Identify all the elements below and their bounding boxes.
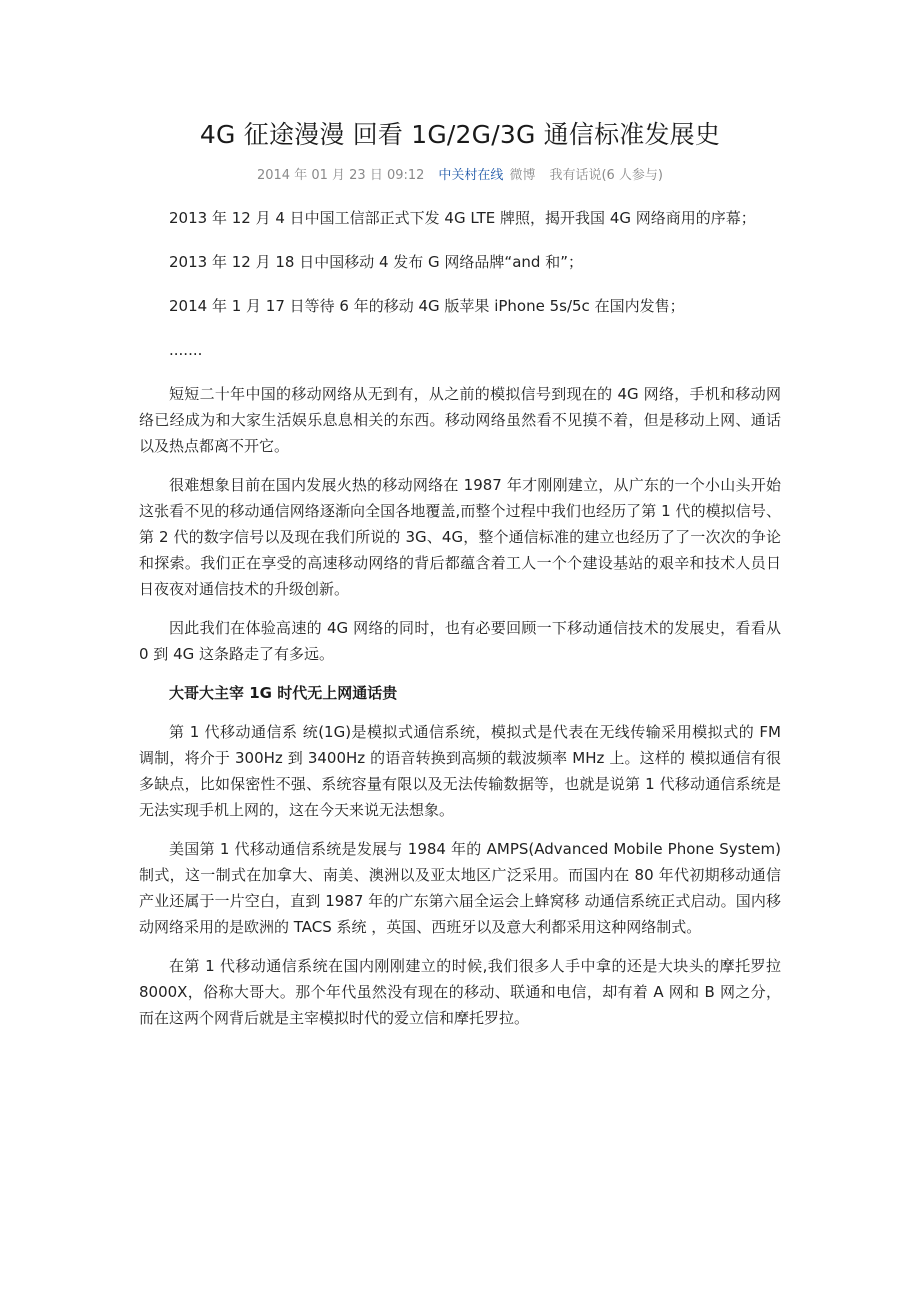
- paragraph-1: 2013 年 12 月 4 日中国工信部正式下发 4G LTE 牌照，揭开我国 4G 网络商用的序幕；: [169, 209, 756, 227]
- source-link[interactable]: 中关村在线: [438, 168, 504, 183]
- weibo-link[interactable]: 微博: [509, 168, 536, 183]
- paragraph-3: 2014 年 1 月 17 日等待 6 年的移动 4G 版苹果 iPhone 5s/5c 在国内发售；: [169, 297, 685, 315]
- paragraph-2: 2013 年 12 月 18 日中国移动 4 发布 G 网络品牌“and 和”；: [169, 253, 583, 271]
- comments-link[interactable]: 我有话说(6 人参与): [549, 168, 664, 183]
- article-body: [139, 205, 781, 1044]
- article-title: 4G 征途漫漫 回看 1G/2G/3G 通信标准发展史: [199, 120, 721, 149]
- paragraph-ellipsis: .......: [169, 341, 203, 359]
- paragraph-6: 很难想象目前在国内发展火热的移动网络在 1987 年才刚刚建立，从广东的一个小山头开始这张看不见的移动通信网络逐渐向全国各地覆盖,而整个过程中我们也经历了第 1 代的模拟信号、第 2 代的数字信号以及现在我们所说的 3G、4G，整个通信标准的建立也经历了了一次次的争论和探索。我们正在享受的高速移动网络的背后都蕴含着工人一个个建设基站的艰辛和技术人员日日夜夜对通信技术的升级创新。: [139, 476, 781, 598]
- paragraph-10: 美国第 1 代移动通信系统是发展与 1984 年的 AMPS(Advanced Mobile Phone System)制式，这一制式在加拿大、南美、澳洲以及亚太地区广泛采用。而国内在 80 年代初期移动通信产业还属于一片空白，直到 1987 年的广东第六届全运会上蜂窝移 动通信系统正式启动。国内移动网络采用的是欧洲的 TACS 系统 ，英国、西班牙以及意大利都采用这种网络制式。: [139, 840, 781, 936]
- article-meta: [0, 166, 920, 186]
- paragraph-5: 短短二十年中国的移动网络从无到有，从之前的模拟信号到现在的 4G 网络，手机和移动网络已经成为和大家生活娱乐息息相关的东西。移动网络虽然看不见摸不着，但是移动上网、通话以及热点都离不开它。: [139, 385, 781, 455]
- publish-date: 2014 年 01 月 23 日 09:12: [256, 168, 425, 183]
- section-heading: 大哥大主宰 1G 时代无上网通话贵: [169, 684, 398, 702]
- paragraph-7: 因此我们在体验高速的 4G 网络的同时，也有必要回顾一下移动通信技术的发展史，看看从 0 到 4G 这条路走了有多远。: [139, 619, 781, 663]
- paragraph-11: 在第 1 代移动通信系统在国内刚刚建立的时候,我们很多人手中拿的还是大块头的摩托罗拉 8000X，俗称大哥大。那个年代虽然没有现在的移动、联通和电信，却有着 A 网和 B 网之分，而在这两个网背后就是主宰模拟时代的爱立信和摩托罗拉。: [139, 957, 781, 1027]
- paragraph-9: 第 1 代移动通信系 统(1G)是模拟式通信系统，模拟式是代表在无线传输采用模拟式的 FM 调制，将介于 300Hz 到 3400Hz 的语音转换到高频的载波频率 MHz 上。这样的 模拟通信有很多缺点，比如保密性不强、系统容量有限以及无法传输数据等，也就是说第 1 代移动通信系统是无法实现手机上网的，这在今天来说无法想象。: [139, 723, 781, 819]
